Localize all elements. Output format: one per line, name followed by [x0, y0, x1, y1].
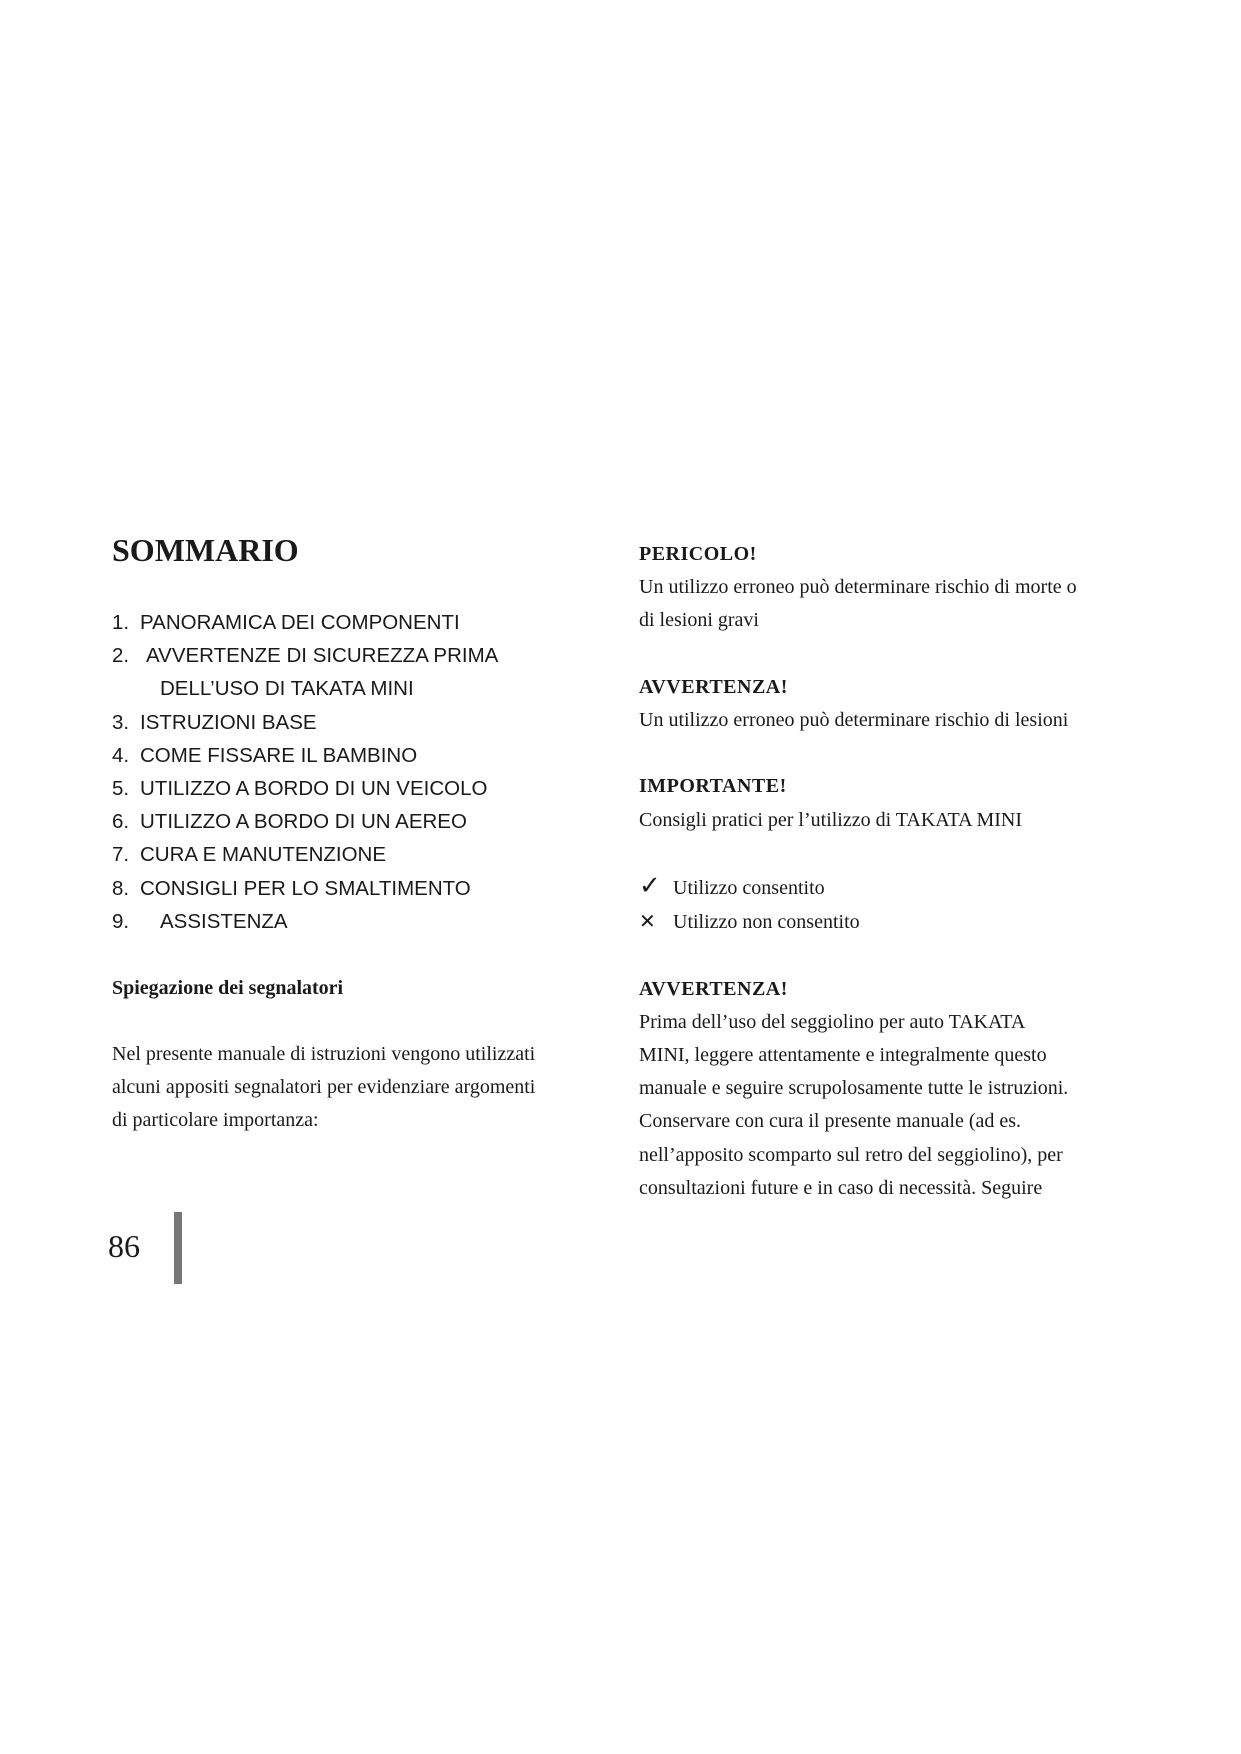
toc-number: 1.	[112, 611, 130, 634]
cross-icon: ✕	[639, 909, 656, 934]
toc-item	[112, 606, 612, 639]
danger-text-line: Un utilizzo erroneo può determinare rischio di morte o	[639, 576, 1077, 599]
toc-label: CURA E MANUTENZIONE	[140, 843, 387, 867]
toc-item	[112, 639, 612, 672]
danger-heading: PERICOLO!	[639, 543, 757, 565]
warning-heading: AVVERTENZA!	[639, 675, 788, 698]
warning-text-line: MINI, leggere attentamente e integralmente questo	[639, 1043, 1047, 1066]
toc-label: CONSIGLI PER LO SMALTIMENTO	[140, 876, 471, 900]
allowed-label: Utilizzo consentito	[673, 876, 825, 899]
legend-intro-line: di particolare importanza:	[112, 1109, 319, 1132]
important-text-line: Consigli pratici per l’utilizzo di TAKATA MINI	[639, 808, 1023, 831]
page-number: 86	[108, 1228, 140, 1264]
warning-text-line: Un utilizzo erroneo può determinare rischio di lesioni	[639, 709, 1069, 731]
legend-heading: Spiegazione dei segnalatori	[112, 977, 344, 999]
spacer	[639, 837, 1159, 870]
legend-intro	[112, 1038, 602, 1138]
warning-text-line: Prima dell’uso del seggiolino per auto TAKATA	[639, 1010, 1026, 1033]
toc-label: ISTRUZIONI BASE	[140, 710, 317, 734]
toc-item	[112, 706, 612, 739]
check-icon: ✓	[639, 870, 661, 901]
spacer	[639, 737, 1159, 770]
toc-number: 9.	[112, 909, 130, 933]
toc-label: UTILIZZO A BORDO DI UN AEREO	[140, 810, 467, 834]
signal-legend-column	[639, 538, 1159, 1205]
toc-number: 6.	[112, 810, 130, 834]
not-allowed-legend-item	[639, 905, 1159, 939]
warning-text-line: manuale e seguire scrupolosamente tutte le istruzioni.	[639, 1077, 1069, 1100]
allowed-legend-item	[639, 870, 1159, 905]
table-of-contents	[112, 606, 612, 938]
warning-text-line: Conservare con cura il presente manuale (ad es.	[639, 1110, 1022, 1133]
toc-label: AVVERTENZE DI SICUREZZA PRIMA	[146, 644, 499, 668]
toc-label: PANORAMICA DEI COMPONENTI	[140, 611, 460, 634]
page-title: SOMMARIO	[112, 532, 299, 568]
toc-number: 3.	[112, 710, 130, 734]
toc-label: UTILIZZO A BORDO DI UN VEICOLO	[140, 777, 488, 801]
page-number-bar	[174, 1212, 182, 1284]
toc-item	[112, 805, 612, 838]
toc-number: 7.	[112, 843, 130, 867]
toc-item	[112, 905, 612, 938]
legend-intro-line: alcuni appositi segnalatori per evidenziare argomenti	[112, 1076, 536, 1099]
spacer	[639, 638, 1159, 671]
toc-item	[112, 772, 612, 805]
toc-label: COME FISSARE IL BAMBINO	[140, 743, 418, 767]
toc-number: 8.	[112, 876, 130, 900]
toc-number: 4.	[112, 743, 130, 767]
important-heading: IMPORTANTE!	[639, 775, 787, 798]
legend-intro-line: Nel presente manuale di istruzioni vengono utilizzati	[112, 1043, 536, 1065]
toc-label: ASSISTENZA	[160, 909, 288, 933]
toc-number: 2.	[112, 644, 130, 668]
toc-item	[112, 739, 612, 772]
spacer	[639, 939, 1159, 972]
toc-item	[112, 872, 612, 905]
warning-text-line: nell’apposito scomparto sul retro del seggiolino), per	[639, 1143, 1063, 1166]
toc-label: DELL’USO DI TAKATA MINI	[160, 677, 414, 701]
warning-heading: AVVERTENZA!	[639, 977, 788, 1000]
not-allowed-label: Utilizzo non consentito	[673, 911, 860, 934]
toc-item	[112, 838, 612, 871]
warning-text-line: consultazioni future e in caso di necessità. Seguire	[639, 1176, 1043, 1199]
danger-text-line: di lesioni gravi	[639, 609, 759, 632]
toc-number: 5.	[112, 777, 130, 801]
toc-item-continuation	[112, 672, 612, 705]
